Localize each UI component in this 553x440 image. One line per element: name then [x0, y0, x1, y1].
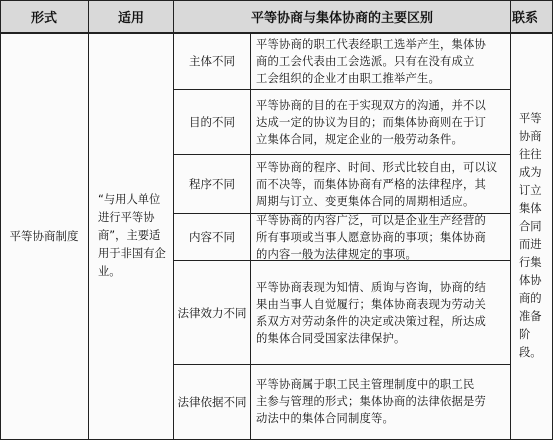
header-differences: 平等协商与集体协商的主要区别 — [250, 10, 433, 26]
difference-text: 平等协商的职工代表经职工选举产生，集体协 商的工会代表由工会选派。只有在没有成立 工会组织的企业才由职工推举产生。 — [256, 37, 486, 85]
criterion-label: 法律依据不同 — [177, 394, 247, 409]
form-cell: 平等协商制度 — [9, 229, 79, 243]
difference-text: 平等协商表现为知情、质询与咨询，协商的结 果由当事人自觉履行；集体协商表现为劳动关 系双方对劳动条件的决定或决策过程，所达成 的集体合同受国家法律保护。 — [256, 280, 486, 345]
difference-text: 平等协商属于职工民主管理制度中的职工民 主参与管理的形式；集体协商的法律依据是劳 动法中的集体合同制度等。 — [256, 378, 486, 425]
difference-text: 平等协商的程序、时间、形式比较自由，可以议 而不决等，而集体协商有严格的法律程序，其 周期与订立、变更集体合同的周期相适应。 — [256, 160, 498, 208]
header-form: 形式 — [30, 10, 57, 26]
header-applicable: 适用 — [117, 10, 144, 26]
applicable-cell: “与用人单位进行平等协商”，主要适用于非国有企业。 — [98, 193, 166, 278]
header-connection: 联系 — [511, 10, 538, 26]
criterion-label: 内容不同 — [189, 230, 235, 244]
criterion-label: 目的不同 — [189, 115, 235, 129]
criterion-label: 程序不同 — [189, 177, 235, 191]
difference-text: 平等协商的内容广泛，可以是企业生产经营的 所有事项或当事人愿意协商的事项；集体协商 的内容一般为法律规定的事项。 — [256, 213, 486, 261]
criterion-label: 主体不同 — [189, 54, 235, 68]
connection-cell: 平等协商往往成为订立集体合同而进行集体协商的准备阶段。 — [519, 112, 542, 359]
criterion-label: 法律效力不同 — [177, 305, 247, 320]
difference-text: 平等协商的目的在于实现双方的沟通，并不以 达成一定的协议为目的；而集体协商则在于订 立集体合同，规定企业的一般劳动条件。 — [256, 98, 486, 146]
